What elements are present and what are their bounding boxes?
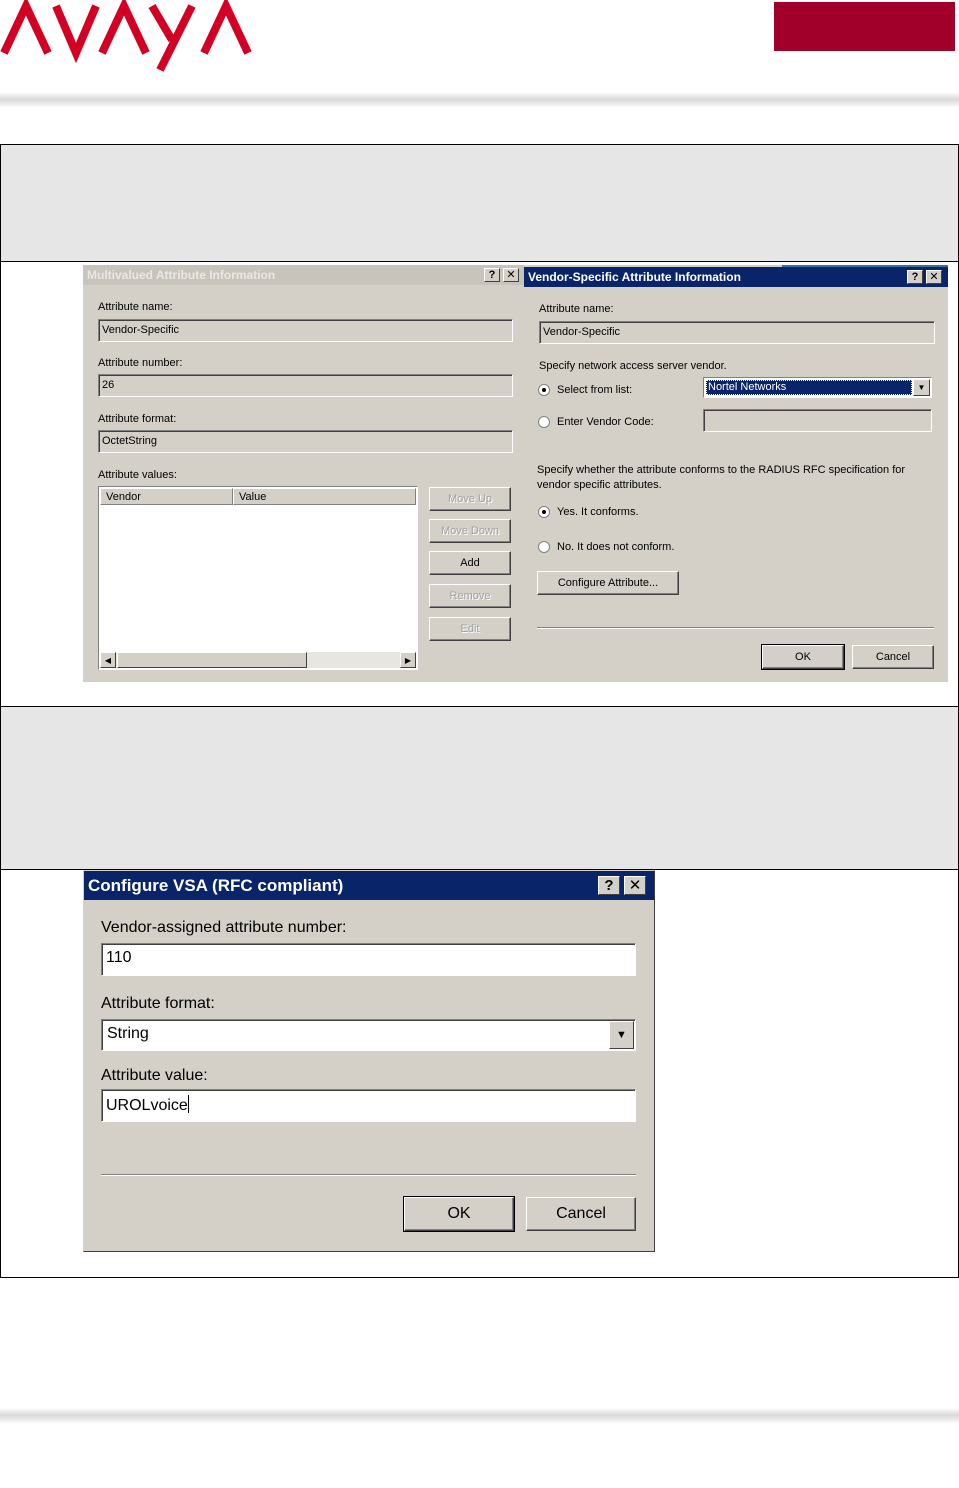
edit-button[interactable]: Edit <box>429 617 511 641</box>
vendor-specific-title: Vendor-Specific Attribute Information <box>528 270 741 284</box>
attribute-values-label: Attribute values: <box>98 469 177 481</box>
multivalued-title-bar <box>83 265 524 285</box>
column-header-value[interactable]: Value <box>233 488 416 505</box>
configure-vsa-title: Configure VSA (RFC compliant) <box>88 875 344 895</box>
enter-vendor-code-radio[interactable] <box>538 416 550 428</box>
attribute-format-label: Attribute format: <box>98 413 177 425</box>
attribute-values-list[interactable] <box>98 486 418 670</box>
move-down-button[interactable]: Move Down <box>429 519 511 543</box>
multivalued-title: Multivalued Attribute Information <box>87 268 276 282</box>
attribute-name-label: Attribute name: <box>539 303 614 315</box>
attribute-value-label: Attribute value: <box>101 1067 208 1084</box>
table-shaded-row-1 <box>1 145 958 261</box>
attribute-format-value: String <box>107 1025 149 1042</box>
scroll-left-icon[interactable]: ◀ <box>100 652 116 668</box>
conform-prompt-line1: Specify whether the attribute conforms to the RADIUS RFC specification for <box>537 464 906 476</box>
table-shaded-row-2 <box>1 707 958 869</box>
help-button[interactable]: ? <box>907 270 923 284</box>
scroll-thumb[interactable] <box>117 652 307 668</box>
attribute-number-field: 26 <box>98 374 513 397</box>
multivalued-attribute-dialog <box>83 265 524 682</box>
add-button[interactable]: Add <box>429 551 511 575</box>
no-conforms-radio[interactable] <box>538 541 550 553</box>
help-button[interactable]: ? <box>598 876 620 895</box>
ok-button[interactable]: OK <box>404 1197 514 1231</box>
close-button[interactable]: ✕ <box>503 268 519 282</box>
footer-divider <box>0 1408 959 1424</box>
text-cursor <box>188 1095 189 1113</box>
vendor-specific-title-bar <box>524 267 948 287</box>
move-up-button[interactable]: Move Up <box>429 487 511 511</box>
yes-conforms-radio[interactable] <box>538 506 550 518</box>
conform-prompt-line2: vendor specific attributes. <box>537 479 662 491</box>
attribute-format-dropdown[interactable] <box>101 1019 636 1051</box>
configure-vsa-dialog <box>83 870 655 1252</box>
close-button[interactable]: ✕ <box>624 876 646 895</box>
column-header-vendor[interactable]: Vendor <box>100 488 233 505</box>
select-from-list-radio[interactable] <box>538 384 550 396</box>
ok-button[interactable]: OK <box>762 645 844 669</box>
attribute-number-label: Attribute number: <box>98 357 183 369</box>
attribute-name-field: Vendor-Specific <box>539 321 935 344</box>
select-from-list-label: Select from list: <box>557 384 633 396</box>
horizontal-scrollbar[interactable] <box>100 652 416 668</box>
vendor-attribute-number-field[interactable]: 110 <box>101 943 636 976</box>
help-button[interactable]: ? <box>484 268 500 282</box>
avaya-logo <box>0 0 256 76</box>
cancel-button[interactable]: Cancel <box>526 1197 636 1231</box>
separator <box>101 1174 636 1176</box>
scroll-right-icon[interactable]: ▶ <box>400 652 416 668</box>
vendor-attribute-number-label: Vendor-assigned attribute number: <box>101 919 347 936</box>
configure-attribute-button[interactable]: Configure Attribute... <box>537 571 679 595</box>
remove-button[interactable]: Remove <box>429 584 511 608</box>
attribute-value-text: UROLvoice <box>106 1097 188 1114</box>
chevron-down-icon[interactable]: ▼ <box>913 379 930 396</box>
vendor-selected-value: Nortel Networks <box>706 380 912 395</box>
separator <box>537 627 934 629</box>
close-button[interactable]: ✕ <box>926 270 942 284</box>
vendor-specific-attribute-dialog <box>524 265 948 682</box>
no-conforms-label: No. It does not conform. <box>557 541 675 553</box>
yes-conforms-label: Yes. It conforms. <box>557 506 639 518</box>
attribute-name-field: Vendor-Specific <box>98 319 513 342</box>
configure-vsa-title-bar <box>84 871 654 900</box>
attribute-name-label: Attribute name: <box>98 301 173 313</box>
vendor-code-field[interactable] <box>703 409 932 432</box>
attribute-format-label: Attribute format: <box>101 995 215 1012</box>
vendor-dropdown[interactable] <box>703 377 932 398</box>
cancel-button[interactable]: Cancel <box>852 645 934 669</box>
attribute-value-field[interactable] <box>101 1089 636 1122</box>
chevron-down-icon[interactable]: ▼ <box>609 1021 634 1049</box>
enter-vendor-code-label: Enter Vendor Code: <box>557 416 654 428</box>
vendor-prompt-label: Specify network access server vendor. <box>539 360 727 372</box>
brand-color-block <box>774 2 955 51</box>
attribute-format-field: OctetString <box>98 430 513 453</box>
header-divider <box>0 92 959 108</box>
